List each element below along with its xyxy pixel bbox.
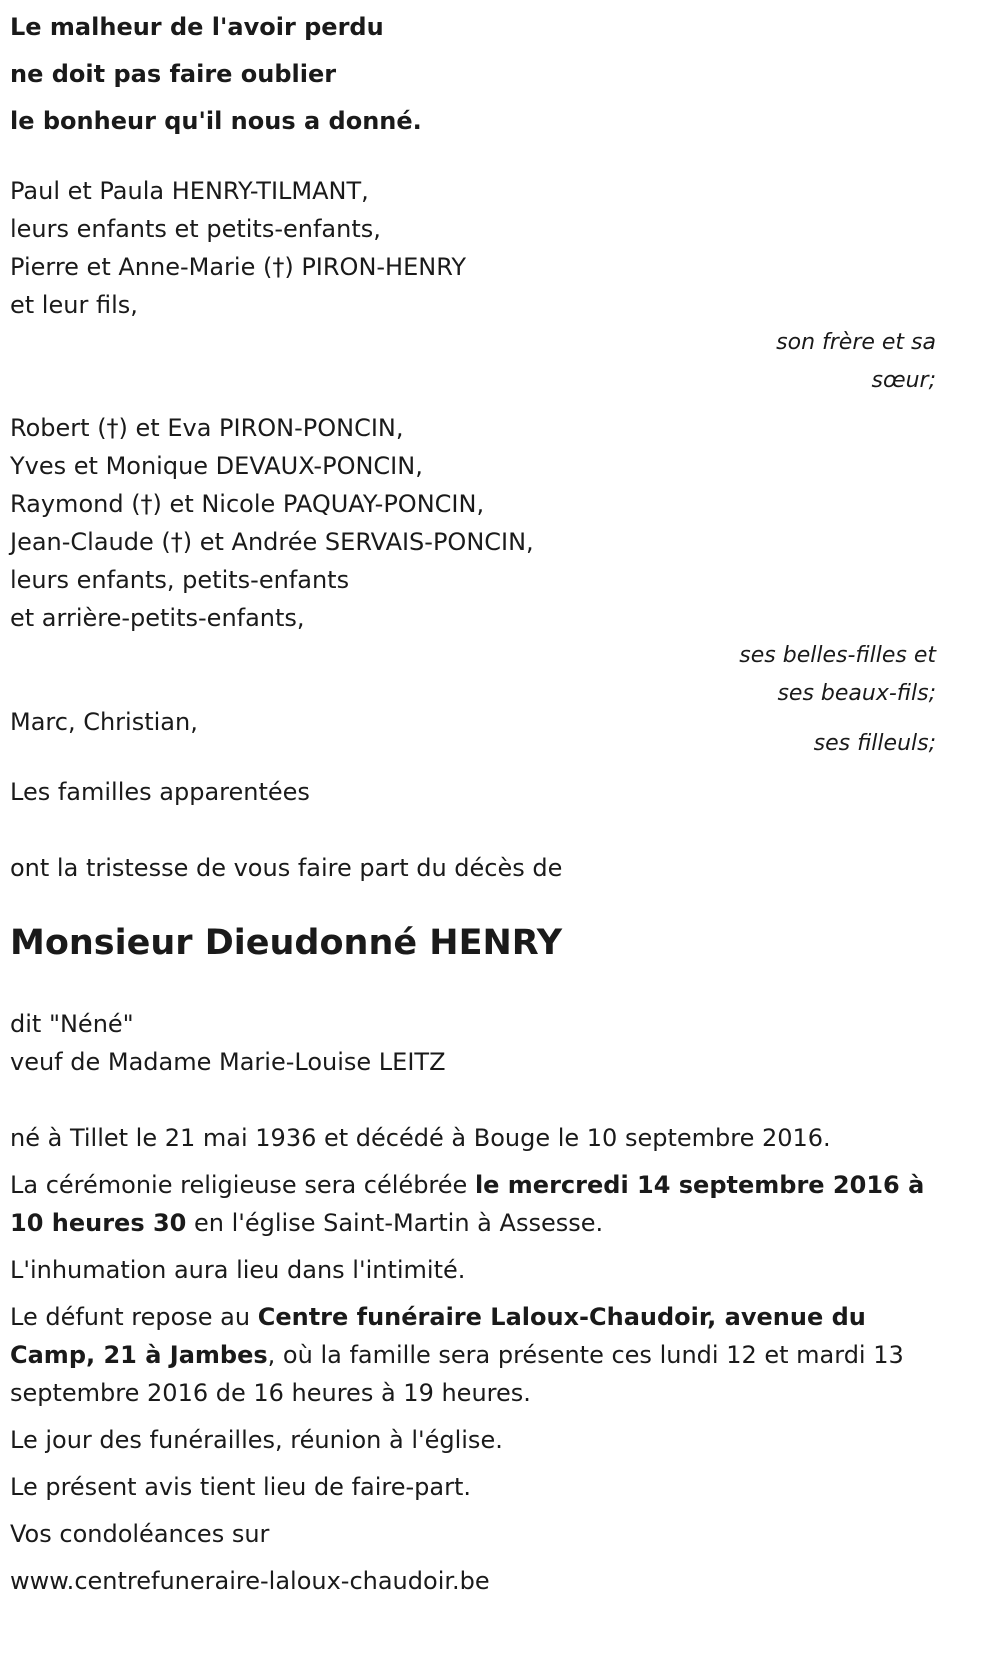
repose-prefix: Le défunt repose au <box>10 1303 258 1331</box>
widower-line: veuf de Madame Marie-Louise LEITZ <box>10 1048 446 1076</box>
family-line: Jean-Claude (†) et Andrée SERVAIS-PONCIN, <box>10 528 534 556</box>
repose-location: Centre funéraire Laloux-Chaudoir, avenue du Camp, 21 à Jambes <box>10 1303 866 1369</box>
quote-line-2: ne doit pas faire oublier <box>10 60 337 88</box>
burial-line: L'inhumation aura lieu dans l'intimité. <box>10 1256 466 1284</box>
role-line: ses belles-filles et <box>739 643 936 668</box>
family-line: Yves et Monique DEVAUX-PONCIN, <box>10 452 423 480</box>
role-in-laws <box>10 637 936 713</box>
repose-suffix: , où la famille sera présente ces lundi 12 et mardi 13 septembre 2016 de 16 heures à 19 heures. <box>10 1341 904 1407</box>
family-group-1 <box>10 172 936 324</box>
opening-quote <box>10 8 936 149</box>
ceremony-date: le mercredi 14 septembre 2016 à 10 heures 30 <box>10 1171 925 1237</box>
role-sibling <box>10 324 936 400</box>
birth-death-line: né à Tillet le 21 mai 1936 et décédé à Bouge le 10 septembre 2016. <box>10 1124 831 1152</box>
role-line: ses beaux-fils; <box>777 681 936 706</box>
role-line: ses filleuls; <box>813 731 936 756</box>
family-line: leurs enfants et petits-enfants, <box>10 215 381 243</box>
repose-paragraph <box>10 1298 936 1412</box>
family-line: Pierre et Anne-Marie (†) PIRON-HENRY <box>10 253 467 281</box>
deceased-name: Monsieur Dieudonné HENRY <box>10 923 563 963</box>
role-line: son frère et sa <box>776 330 936 355</box>
family-line: Marc, Christian, <box>10 708 198 736</box>
obituary-notice <box>10 0 936 1609</box>
ceremony-paragraph <box>10 1166 936 1242</box>
family-line: leurs enfants, petits-enfants <box>10 566 350 594</box>
condolences-line: Vos condoléances sur <box>10 1520 270 1548</box>
ceremony-suffix: en l'église Saint-Martin à Assesse. <box>186 1209 604 1237</box>
family-line: Paul et Paula HENRY-TILMANT, <box>10 177 369 205</box>
families-line: Les familles apparentées <box>10 778 310 806</box>
details-section <box>10 1119 936 1600</box>
family-line: Raymond (†) et Nicole PAQUAY-PONCIN, <box>10 490 485 518</box>
quote-line-1: Le malheur de l'avoir perdu <box>10 13 384 41</box>
meeting-line: Le jour des funérailles, réunion à l'église. <box>10 1426 503 1454</box>
family-line: et leur fils, <box>10 291 138 319</box>
quote-line-3: le bonheur qu'il nous a donné. <box>10 107 422 135</box>
announcement: ont la tristesse de vous faire part du décès de <box>10 854 563 882</box>
family-line: et arrière-petits-enfants, <box>10 604 305 632</box>
nickname: dit "Néné" <box>10 1010 134 1038</box>
role-line: sœur; <box>871 368 936 393</box>
website-link[interactable]: www.centrefuneraire-laloux-chaudoir.be <box>10 1567 490 1595</box>
deceased-details <box>10 1005 936 1081</box>
ceremony-prefix: La cérémonie religieuse sera célébrée <box>10 1171 475 1199</box>
family-group-2 <box>10 409 936 637</box>
family-line: Robert (†) et Eva PIRON-PONCIN, <box>10 414 404 442</box>
notice-line: Le présent avis tient lieu de faire-part. <box>10 1473 472 1501</box>
